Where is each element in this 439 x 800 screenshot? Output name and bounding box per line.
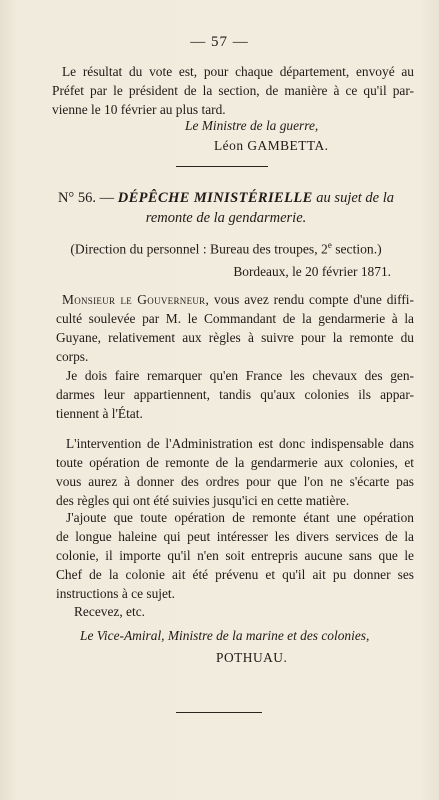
heading-number: N° 56. — <box>57 190 115 206</box>
document-heading <box>46 188 406 228</box>
text-line: tiennent à l'État. <box>56 406 143 421</box>
intro-paragraph <box>52 62 414 119</box>
signature-role: Le Ministre de la guerre, <box>185 118 319 133</box>
text-line: vous aurez à donner des ordres pour que l'on ne s'écarte pas <box>56 474 414 489</box>
dateline: Bordeaux, le 20 février 1871. <box>233 264 391 279</box>
text-line: darmes leur appartiennent, tandis qu'aux colonies ils appar- <box>56 387 414 402</box>
text-line: culté soulevée par M. le Commandant de la gendarmerie à la <box>56 311 414 326</box>
text-line: J'ajoute que toute opération de remonte étant une opération <box>66 510 414 525</box>
signature-name: POTHUAU. <box>216 650 288 665</box>
body-paragraph-1 <box>56 290 414 366</box>
separator-rule <box>176 166 268 167</box>
text-line: instructions à ce sujet. <box>56 586 175 601</box>
text-line: Préfet par le président de la section, de manière à ce qu'il par- <box>52 83 414 98</box>
direction-superscript: e <box>327 240 332 250</box>
body-paragraph-2 <box>56 366 414 423</box>
direction-end: section.) <box>331 241 382 257</box>
body-paragraph-3 <box>56 434 414 510</box>
heading-subtitle-line2: remonte de la gendarmerie. <box>145 210 307 226</box>
text-line: Le résultat du vote est, pour chaque département, envoyé au <box>62 64 414 79</box>
text-line: Guyane, relativement aux règles à suivre pour la remonte du <box>56 330 414 345</box>
body-paragraph-4 <box>56 508 414 603</box>
text-line: des règles qui ont été suivies jusqu'ici en cette matière. <box>56 493 350 508</box>
text-line: Je dois faire remarquer qu'en France les chevaux des gen- <box>66 368 414 383</box>
text-line <box>56 290 414 309</box>
signature-name: Léon GAMBETTA. <box>214 138 329 153</box>
text-line: Chef de la colonie ait été prévenu et qu'il ait pu donner ses <box>56 567 414 582</box>
text-segment: vous avez rendu compte d'une diffi- <box>214 292 414 307</box>
signature-role: Le Vice-Amiral, Ministre de la marine et des colonies, <box>80 628 370 643</box>
salutation: Monsieur le Gouverneur, <box>62 292 210 307</box>
heading-subtitle: au sujet de la <box>316 190 395 206</box>
text-line: toute opération de remonte de la gendarmerie aux colonies, et <box>56 455 414 470</box>
page-number: — 57 — <box>190 34 249 50</box>
text-line: L'intervention de l'Administration est donc indispensable dans <box>66 436 414 451</box>
text-line: de longue haleine qui peut intéresser les divers services de la <box>56 529 414 544</box>
closing-formula: Recevez, etc. <box>74 604 145 619</box>
heading-title: DÉPÊCHE MINISTÉRIELLE <box>117 190 313 206</box>
separator-rule <box>176 712 262 713</box>
text-line: vienne le 10 février au plus tard. <box>52 102 226 117</box>
direction-line <box>46 240 406 258</box>
text-line: corps. <box>56 349 89 364</box>
direction-text: (Direction du personnel : Bureau des troupes, 2 <box>70 241 328 257</box>
text-line: colonie, il importe qu'il n'en soit entrepris aucune sans que le <box>56 548 414 563</box>
